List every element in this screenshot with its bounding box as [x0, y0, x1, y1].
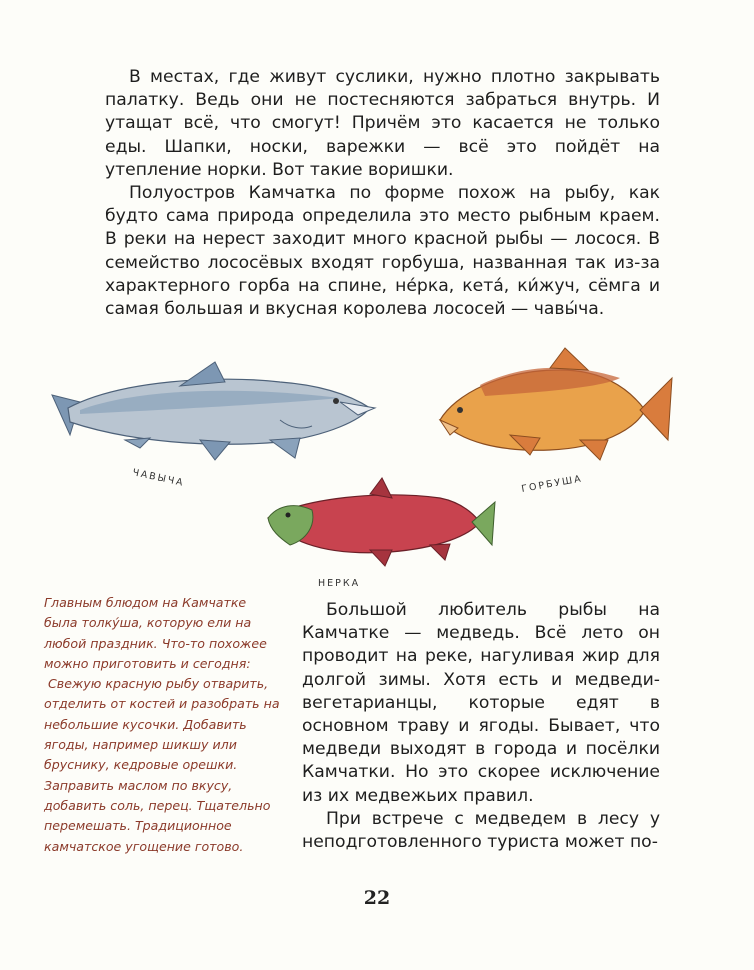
salmon-illustration	[40, 340, 700, 595]
paragraph-kamchatka-fish: Полуостров Камчатка по форме похож на рыбу, как будто сама природа определила это место рыбным краем. В реки на нерест заходит много красной рыбы — лосося. В семейство лососёвых входят горбуша, названная так из-за характерного горба на спине, не́рка, кета́, ки́жуч, сёмга и самая большая и вкусная королева лососей — чавы́ча.	[105, 183, 660, 320]
paragraph-gophers: В местах, где живут суслики, нужно плотно закрывать палатку. Ведь они не постесняются забраться внутрь. И утащат всё, что смогут! Причём это касается не только еды. Шапки, носки, варежки — всё это пойдёт на утепление норки. Вот такие воришки.	[105, 67, 660, 180]
bear-text-block	[302, 599, 660, 854]
label-chavycha: ЧАВЫЧА	[131, 467, 186, 489]
main-text-block	[105, 66, 660, 321]
recipe-sidebar	[44, 593, 282, 857]
label-nerka: НЕРКА	[318, 578, 361, 589]
gorbusha-fish	[440, 348, 672, 460]
paragraph-bear-encounter: При встрече с медведем в лесу у неподготовленного туриста может по-	[302, 808, 660, 853]
label-gorbusha: ГОРБУША	[520, 473, 584, 495]
page-number: 22	[363, 887, 391, 909]
nerka-fish	[268, 478, 495, 566]
chavycha-fish	[52, 362, 375, 460]
sidebar-intro: Главным блюдом на Камчатке была толку́ша, которую ели на любой праздник. Что-то похожее можно приготовить и сегодня:	[44, 595, 267, 671]
paragraph-bear: Большой любитель рыбы на Камчатке — медведь. Всё лето он проводит на реке, нагуливая жир для долгой зимы. Хотя есть и медведи-вегетарианцы, которые едят в основном траву и ягоды. Бывает, что медведи выходят в города и посёлки Камчатки. Но это скорее исключение из их медвежьих правил.	[302, 600, 660, 806]
sidebar-recipe: Свежую красную рыбу отварить, отделить от костей и разобрать на небольшие кусочки. Добавить ягоды, например шикшу или бруснику, кедровые орешки. Заправить маслом по вкусу, добавить соль, перец. Тщательно перемешать. Традиционное камчатское угощение готово.	[44, 676, 280, 854]
